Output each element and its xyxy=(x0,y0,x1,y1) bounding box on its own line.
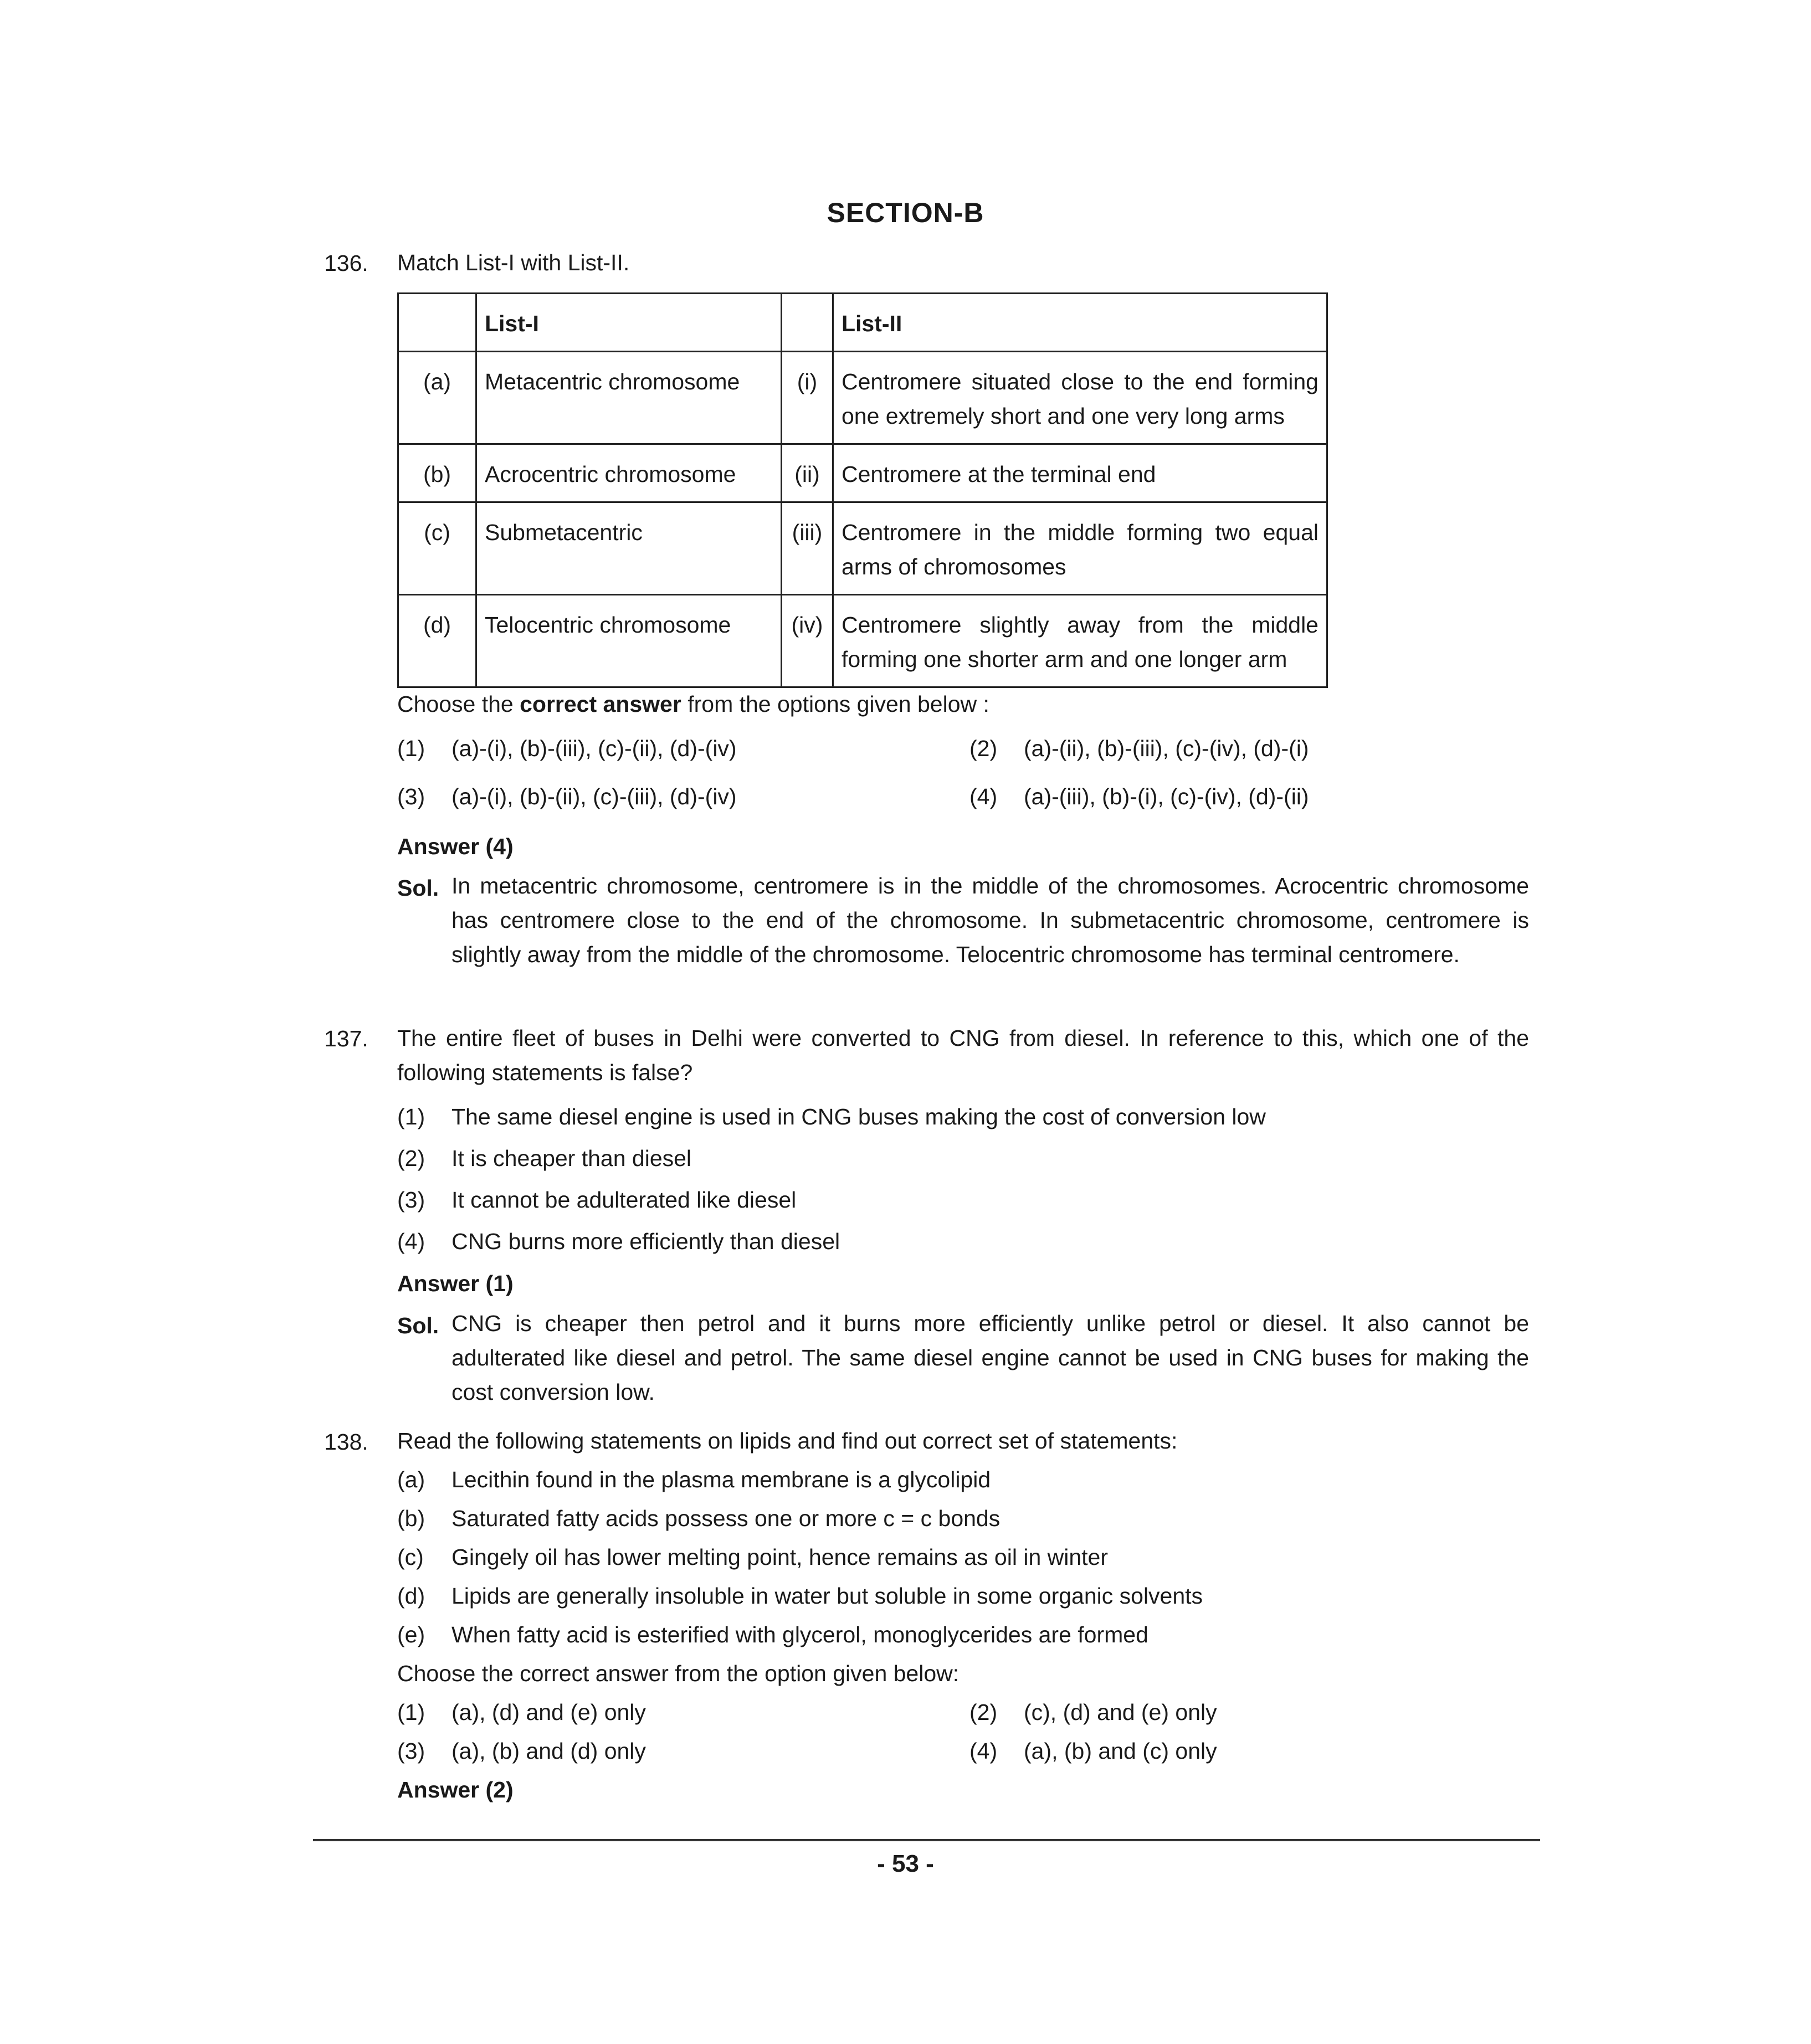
option-number: (3) xyxy=(397,1738,425,1764)
section-title: SECTION-B xyxy=(827,197,984,228)
option-text: (a)-(ii), (b)-(iii), (c)-(iv), (d)-(i) xyxy=(1024,736,1309,761)
option-text: CNG burns more efficiently than diesel xyxy=(452,1229,840,1254)
option-text: (a), (b) and (d) only xyxy=(452,1738,646,1764)
answer-137: Answer (1) xyxy=(397,1271,514,1296)
statement-text: Saturated fatty acids possess one or more c = c bonds xyxy=(452,1506,1001,1531)
row-key: (iv) xyxy=(782,595,833,687)
row-key: (b) xyxy=(398,444,476,502)
table-cell xyxy=(782,294,833,352)
row-key: (iii) xyxy=(782,502,833,595)
question-138-text: Read the following statements on lipids and find out correct set of statements: xyxy=(397,1428,1178,1454)
list-1-item: Acrocentric chromosome xyxy=(476,444,782,502)
answer-138: Answer (2) xyxy=(397,1777,514,1802)
question-138-number: 138. xyxy=(324,1429,368,1455)
match-table xyxy=(397,292,1328,688)
statement-text: Lecithin found in the plasma membrane is a glycolipid xyxy=(452,1467,991,1492)
statement-number: (d) xyxy=(397,1583,425,1609)
option-text: (a), (d) and (e) only xyxy=(452,1699,646,1725)
solution-137: CNG is cheaper then petrol and it burns more efficiently unlike petrol or diesel. It also cannot be adulterated like diesel and petrol. The same diesel engine cannot be used in CNG buses for making the cost conversion low. xyxy=(452,1311,1529,1405)
option-text: (a)-(i), (b)-(iii), (c)-(ii), (d)-(iv) xyxy=(452,736,737,761)
option-number: (4) xyxy=(397,1229,425,1254)
row-key: (ii) xyxy=(782,444,833,502)
statement-text: Gingely oil has lower melting point, hence remains as oil in winter xyxy=(452,1544,1109,1570)
list-2-item: Centromere situated close to the end forming one extremely short and one very long arms xyxy=(833,352,1327,444)
row-key: (c) xyxy=(398,502,476,595)
row-key: (a) xyxy=(398,352,476,444)
statement-text: Lipids are generally insoluble in water but soluble in some organic solvents xyxy=(452,1583,1203,1609)
row-key: (d) xyxy=(398,595,476,687)
list-1-item: Metacentric chromosome xyxy=(476,352,782,444)
table-row xyxy=(398,502,1327,595)
solution-136: In metacentric chromosome, centromere is in the middle of the chromosomes. Acrocentric chromosome has centromere close to the end of the chromosome. In submetacentric chromosome, centromere is slightly away from the middle of the chromosome. Telocentric chromosome has terminal centromere. xyxy=(452,873,1529,967)
statement-text: When fatty acid is esterified with glycerol, monoglycerides are formed xyxy=(452,1622,1148,1647)
instruction-text: Choose the xyxy=(397,691,520,717)
option-text: (c), (d) and (e) only xyxy=(1024,1699,1217,1725)
answer-136: Answer (4) xyxy=(397,834,514,859)
list-1-header: List-I xyxy=(476,294,782,352)
table-header-row xyxy=(398,294,1327,352)
question-137-number: 137. xyxy=(324,1026,368,1051)
option-text: It is cheaper than diesel xyxy=(452,1146,692,1171)
solution-label: Sol. xyxy=(397,875,439,901)
footer-divider xyxy=(313,1839,1540,1841)
statement-number: (a) xyxy=(397,1467,425,1492)
option-text: It cannot be adulterated like diesel xyxy=(452,1187,797,1213)
option-number: (1) xyxy=(397,1104,425,1129)
option-number: (2) xyxy=(397,1146,425,1171)
option-number: (1) xyxy=(397,1699,425,1725)
statement-number: (b) xyxy=(397,1506,425,1531)
question-136-text: Match List-I with List-II. xyxy=(397,250,630,275)
question-136-number: 136. xyxy=(324,250,368,276)
statement-number: (e) xyxy=(397,1622,425,1647)
table-row xyxy=(398,352,1327,444)
option-number: (2) xyxy=(969,1699,998,1725)
solution-label: Sol. xyxy=(397,1313,439,1338)
option-text: (a)-(iii), (b)-(i), (c)-(iv), (d)-(ii) xyxy=(1024,784,1309,809)
list-2-item: Centromere slightly away from the middle forming one shorter arm and one longer arm xyxy=(833,595,1327,687)
list-1-item: Telocentric chromosome xyxy=(476,595,782,687)
table-row xyxy=(398,595,1327,687)
list-2-header: List-II xyxy=(833,294,1327,352)
list-2-item: Centromere in the middle forming two equal arms of chromosomes xyxy=(833,502,1327,595)
list-1-item: Submetacentric xyxy=(476,502,782,595)
page-number: - 53 - xyxy=(877,1850,934,1877)
table-row xyxy=(398,444,1327,502)
option-number: (4) xyxy=(969,1738,998,1764)
question-137-text: The entire fleet of buses in Delhi were converted to CNG from diesel. In reference to this, which one of the following statements is false? xyxy=(397,1025,1529,1085)
question-136-instruction xyxy=(397,687,989,721)
question-138-instruction: Choose the correct answer from the option given below: xyxy=(397,1661,960,1686)
table-cell xyxy=(398,294,476,352)
instruction-text: from the options given below : xyxy=(681,691,989,717)
option-text: The same diesel engine is used in CNG buses making the cost of conversion low xyxy=(452,1104,1266,1129)
option-number: (4) xyxy=(969,784,998,809)
option-number: (3) xyxy=(397,784,425,809)
option-number: (2) xyxy=(969,736,998,761)
list-2-item: Centromere at the terminal end xyxy=(833,444,1327,502)
instruction-bold: correct answer xyxy=(520,691,681,717)
option-text: (a)-(i), (b)-(ii), (c)-(iii), (d)-(iv) xyxy=(452,784,737,809)
statement-number: (c) xyxy=(397,1544,424,1570)
option-number: (1) xyxy=(397,736,425,761)
option-text: (a), (b) and (c) only xyxy=(1024,1738,1217,1764)
row-key: (i) xyxy=(782,352,833,444)
option-number: (3) xyxy=(397,1187,425,1213)
